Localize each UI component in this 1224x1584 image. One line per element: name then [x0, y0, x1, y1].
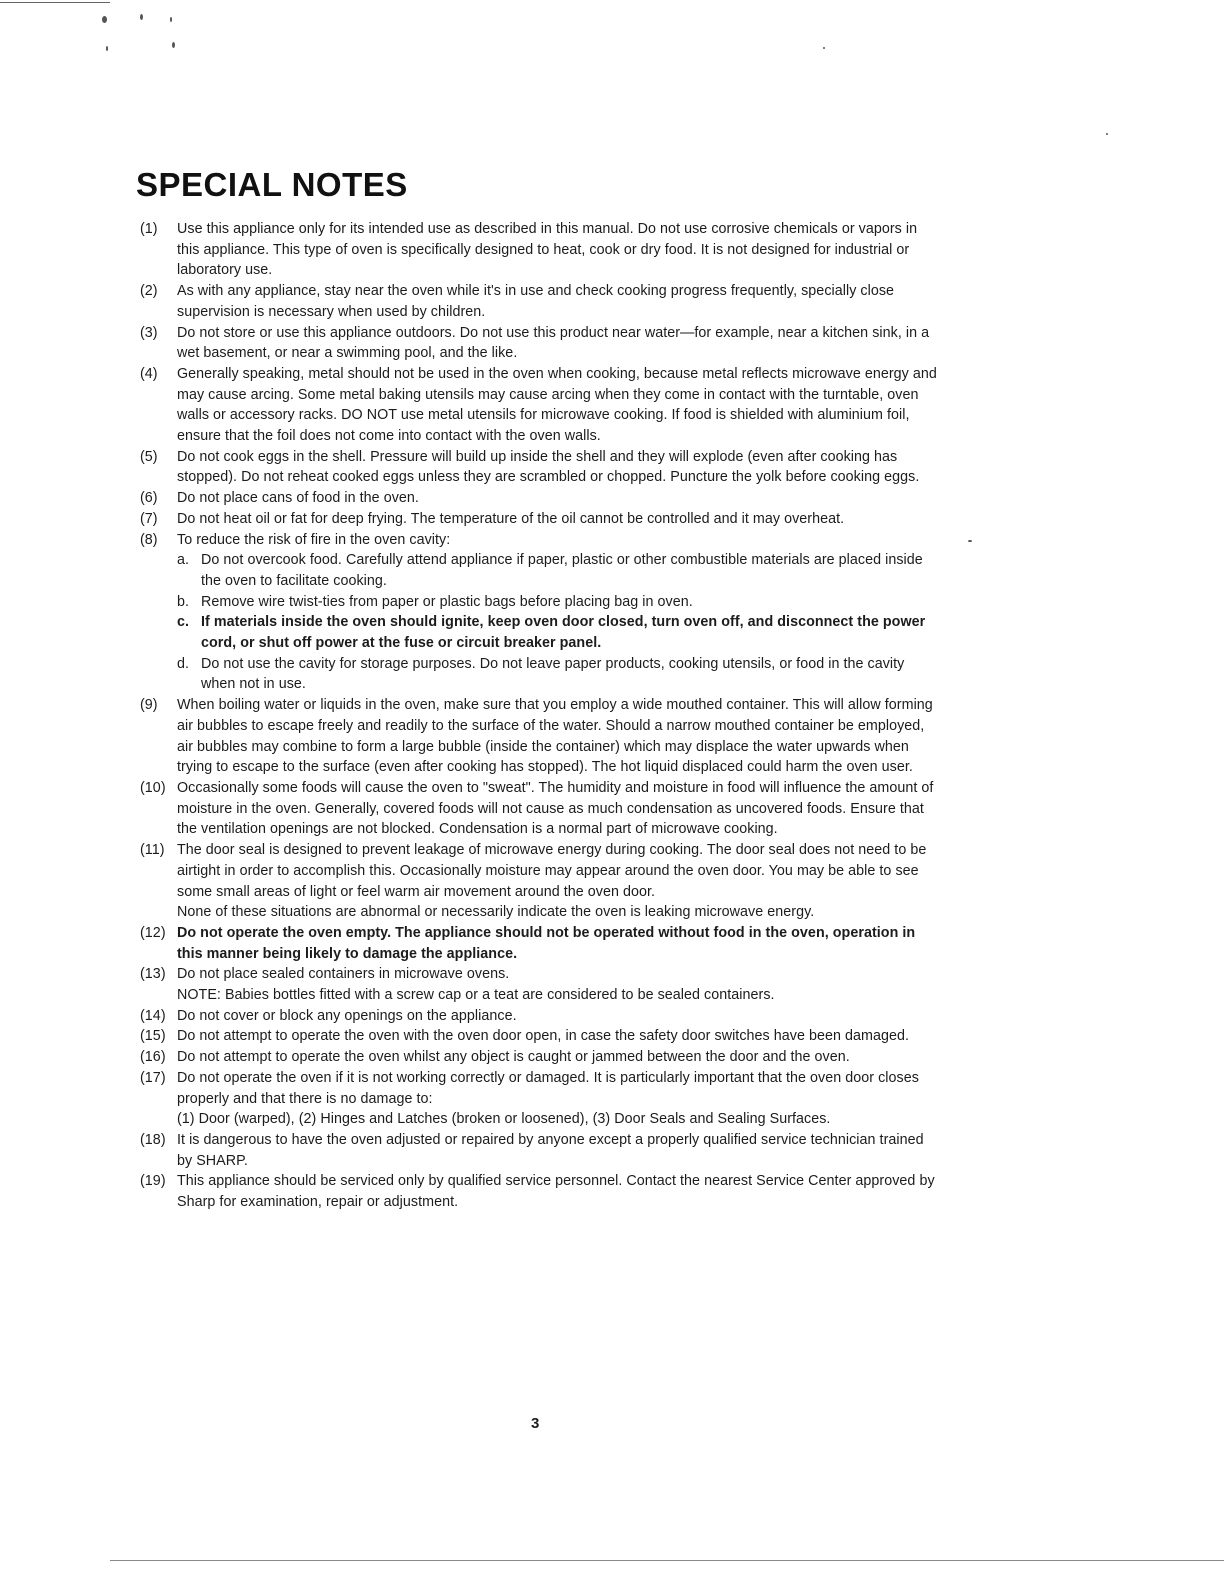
note-item-6	[140, 488, 940, 509]
note-item-17	[140, 1068, 940, 1130]
sub-item-text: Do not overcook food. Carefully attend appliance if paper, plastic or other combustible materials are placed inside the oven to facilitate cooking.	[201, 552, 923, 589]
note-text: It is dangerous to have the oven adjusted or repaired by anyone except a properly qualified service technician trained by SHARP.	[177, 1131, 924, 1169]
note-text: Do not attempt to operate the oven with the oven door open, in case the safety door switches have been damaged.	[177, 1028, 909, 1045]
note-text: Generally speaking, metal should not be used in the oven when cooking, because metal reflects microwave energy and may cause arcing. Some metal baking utensils may cause arcing when they come in contact with the turntable, oven walls or accessory racks. DO NOT use metal utensils for microwave cooking. If food is shielded with aluminium foil, ensure that the foil does not come into contact with the oven walls.	[177, 365, 937, 445]
note-number: (9)	[140, 697, 158, 714]
sub-item-c	[177, 612, 940, 653]
note-text: Do not store or use this appliance outdoors. Do not use this product near water—for example, near a kitchen sink, in a wet basement, or near a swimming pool, and the like.	[177, 324, 930, 362]
note-number: (18)	[140, 1131, 166, 1148]
note-extra-text: (1) Door (warped), (2) Hinges and Latches (broken or loosened), (3) Door Seals and Sealing Surfaces.	[177, 1111, 831, 1128]
note-number: (2)	[140, 283, 158, 300]
page-title: SPECIAL NOTES	[136, 166, 408, 203]
note-item-15	[140, 1026, 940, 1047]
note-number: (7)	[140, 510, 158, 527]
note-item-10	[140, 778, 940, 840]
note-item-8	[140, 530, 940, 696]
note-text: Do not heat oil or fat for deep frying. The temperature of the oil cannot be controlled and it may overheat.	[177, 510, 845, 527]
scan-speck	[140, 14, 143, 20]
note-extra-text: NOTE: Babies bottles fitted with a screw cap or a teat are considered to be sealed containers.	[177, 987, 775, 1004]
scan-speck	[172, 42, 175, 48]
sub-item-letter: a.	[177, 552, 190, 569]
note-number: (10)	[140, 779, 166, 796]
note-number: (16)	[140, 1049, 166, 1066]
note-item-5	[140, 447, 940, 488]
note-item-16	[140, 1047, 940, 1068]
sub-item-text: Remove wire twist-ties from paper or plastic bags before placing bag in oven.	[201, 593, 693, 610]
note-number: (3)	[140, 324, 158, 341]
scan-speck	[823, 47, 825, 49]
note-item-9	[140, 695, 940, 778]
scan-speck	[106, 46, 108, 51]
note-number: (1)	[140, 221, 158, 237]
note-text: Do not place sealed containers in microwave ovens.	[177, 966, 510, 983]
notes-list	[140, 219, 940, 1213]
note-number: (15)	[140, 1028, 166, 1045]
note-number: (6)	[140, 490, 158, 507]
page-number: 3	[531, 1415, 540, 1432]
note-text: Use this appliance only for its intended use as described in this manual. Do not use corrosive chemicals or vapors in this appliance. This type of oven is specifically designed to heat, cook or dry food. It is not designed for industrial or laboratory use.	[177, 221, 918, 279]
scan-speck	[968, 540, 972, 542]
note-item-12	[140, 923, 940, 964]
note-text: To reduce the risk of fire in the oven cavity:	[177, 531, 451, 548]
note-number: (11)	[140, 842, 165, 859]
note-item-11	[140, 840, 940, 923]
note-item-4	[140, 364, 940, 447]
note-extra-text: None of these situations are abnormal or necessarily indicate the oven is leaking microwave energy.	[177, 904, 815, 921]
note-number: (17)	[140, 1069, 166, 1086]
note-number: (19)	[140, 1173, 166, 1190]
sub-item-letter: b.	[177, 593, 190, 610]
scan-edge-line	[0, 2, 110, 3]
note-item-2	[140, 281, 940, 322]
note-text: When boiling water or liquids in the oven, make sure that you employ a wide mouthed container. This will allow forming air bubbles to escape freely and readily to the surface of the water. Should a narrow mouthed container be employed, air bubbles may combine to form a large bubble (inside the container) which may displace the water upwards when trying to escape to the surface (even after cooking has stopped). The hot liquid displaced could harm the oven user.	[177, 697, 933, 776]
note-number: (14)	[140, 1007, 166, 1024]
note-item-13	[140, 964, 940, 1005]
note-item-3	[140, 323, 940, 364]
sub-item-a	[177, 550, 940, 591]
note-text: Do not cook eggs in the shell. Pressure will build up inside the shell and they will explode (even after cooking has stopped). Do not reheat cooked eggs unless they are scrambled or chopped. Puncture the yolk before cooking eggs.	[177, 448, 920, 486]
note-text: Occasionally some foods will cause the oven to "sweat". The humidity and moisture in food will influence the amount of moisture in the oven. Generally, covered foods will not cause as much condensation as uncovered foods. Ensure that the ventilation openings are not blocked. Condensation is a normal part of microwave cooking.	[177, 779, 934, 838]
note-text: The door seal is designed to prevent leakage of microwave energy during cooking. The door seal does not need to be airtight in order to accomplish this. Occasionally moisture may appear around the oven door. You may be able to see some small areas of light or feel warm air movement around the oven door.	[177, 842, 927, 900]
sub-item-letter: c.	[177, 614, 190, 631]
note-item-7	[140, 509, 940, 530]
note-text: This appliance should be serviced only by qualified service personnel. Contact the nearest Service Center approved by Sharp for examination, repair or adjustment.	[177, 1173, 935, 1211]
note-text: Do not cover or block any openings on the appliance.	[177, 1007, 517, 1024]
sub-item-letter: d.	[177, 655, 190, 672]
note-text: As with any appliance, stay near the oven while it's in use and check cooking progress frequently, specially close supervision is necessary when used by children.	[177, 283, 895, 320]
scan-speck	[170, 17, 172, 22]
note-text: Do not operate the oven if it is not working correctly or damaged. It is particularly important that the oven door closes properly and that there is no damage to:	[177, 1069, 919, 1107]
note-item-18	[140, 1130, 940, 1171]
sub-item-text: If materials inside the oven should ignite, keep oven door closed, turn oven off, and disconnect the power cord, or shut off power at the fuse or circuit breaker panel.	[201, 614, 926, 652]
note-number: (12)	[140, 924, 166, 941]
note-item-14	[140, 1006, 940, 1027]
note-number: (8)	[140, 531, 158, 548]
scan-speck	[1106, 133, 1108, 135]
note-text: Do not place cans of food in the oven.	[177, 490, 419, 507]
note-item-19	[140, 1171, 940, 1212]
note-text: Do not attempt to operate the oven whilst any object is caught or jammed between the door and the oven.	[177, 1049, 850, 1066]
sub-item-text: Do not use the cavity for storage purposes. Do not leave paper products, cooking utensils, or food in the cavity when not in use.	[201, 655, 905, 693]
note-text: Do not operate the oven empty. The appliance should not be operated without food in the oven, operation in this manner being likely to damage the appliance.	[177, 924, 916, 962]
note-number: (13)	[140, 966, 166, 983]
scan-edge-line	[110, 1560, 1224, 1561]
sub-item-b	[177, 592, 940, 613]
note-number: (4)	[140, 365, 158, 382]
note-item-1	[140, 219, 940, 281]
note-number: (5)	[140, 448, 158, 465]
scan-speck	[102, 16, 107, 23]
sub-item-d	[177, 654, 940, 695]
